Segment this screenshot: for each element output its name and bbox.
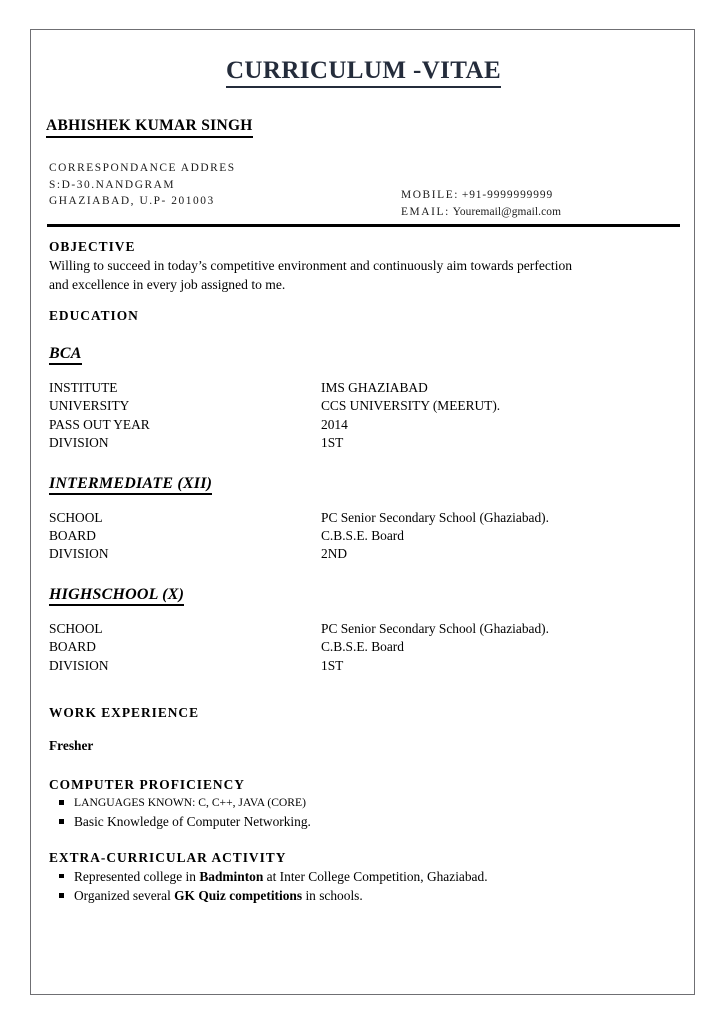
education-table-bca <box>49 379 681 453</box>
row-value: 2014 <box>321 416 348 432</box>
row-value: 2ND <box>321 546 348 562</box>
contact-block <box>46 160 681 222</box>
row-key: DIVISION <box>49 657 109 673</box>
table-row <box>49 657 681 675</box>
address-line-3: GHAZIABAD, U.P- 201003 <box>49 195 215 207</box>
row-key: BOARD <box>49 639 96 655</box>
objective-line-2: and excellence in every job assigned to me. <box>49 277 286 292</box>
section-heading-objective: OBJECTIVE <box>49 239 136 254</box>
list-item-emphasis: GK Quiz competitions <box>174 888 303 904</box>
education-entry-title: INTERMEDIATE (XII) <box>49 475 212 495</box>
row-value: PC Senior Secondary School (Ghaziabad). <box>321 509 549 525</box>
list-item <box>46 812 681 832</box>
row-value: C.B.S.E. Board <box>321 528 404 544</box>
objective-text <box>49 256 681 294</box>
list-item <box>46 867 681 887</box>
candidate-name: ABHISHEK KUMAR SINGH <box>46 117 253 138</box>
education-entry-title: HIGHSCHOOL (X) <box>49 586 184 606</box>
contact-details <box>401 187 561 220</box>
row-value: IMS GHAZIABAD <box>321 380 428 395</box>
table-row <box>49 545 681 563</box>
row-value: PC Senior Secondary School (Ghaziabad). <box>321 620 549 636</box>
page-title-text: CURRICULUM -VITAE <box>226 57 501 88</box>
list-item-post: at Inter College Competition, Ghaziabad. <box>263 868 488 884</box>
spacer <box>46 832 681 838</box>
row-value: 1ST <box>321 435 344 451</box>
candidate-name-row <box>46 87 681 138</box>
row-key: BOARD <box>49 528 96 544</box>
section-heading-computer-proficiency: COMPUTER PROFICIENCY <box>49 777 245 793</box>
education-table-highschool <box>49 620 681 675</box>
correspondence-address <box>49 160 236 210</box>
section-heading-work-experience: WORK EXPERIENCE <box>49 705 200 721</box>
section-heading-extra-curricular: EXTRA-CURRICULAR ACTIVITY <box>49 849 287 865</box>
address-line-2: S:D-30.NANDGRAM <box>49 178 176 191</box>
email-value: Youremail@gmail.com <box>452 205 562 218</box>
row-key: SCHOOL <box>49 509 103 525</box>
spacer <box>46 675 681 693</box>
table-row <box>49 638 681 656</box>
education-entry-bca <box>46 345 681 365</box>
mobile-row <box>401 187 561 204</box>
table-row <box>49 620 681 638</box>
page-title <box>46 57 681 87</box>
education-entry-highschool <box>46 586 681 606</box>
education-table-intermediate <box>49 509 681 564</box>
row-key: SCHOOL <box>49 620 103 636</box>
education-entry-title: BCA <box>49 345 82 365</box>
email-row <box>401 204 561 221</box>
list-item <box>46 886 681 906</box>
square-bullet-icon <box>59 893 64 898</box>
row-value: C.B.S.E. Board <box>321 639 404 655</box>
table-row <box>49 416 681 434</box>
row-key: UNIVERSITY <box>49 398 130 414</box>
header-divider <box>47 224 680 227</box>
row-key: DIVISION <box>49 546 109 562</box>
table-row <box>49 397 681 415</box>
resume-page <box>30 29 695 995</box>
list-item-pre: Organized several <box>74 888 175 904</box>
table-row <box>49 434 681 452</box>
list-item-label: LANGUAGES KNOWN: C, C++, JAVA (CORE) <box>74 796 306 810</box>
row-key: INSTITUTE <box>49 380 118 395</box>
row-key: DIVISION <box>49 435 109 451</box>
table-row <box>49 527 681 545</box>
row-value: CCS UNIVERSITY (MEERUT). <box>321 398 501 414</box>
row-key: PASS OUT YEAR <box>49 416 150 432</box>
email-label: EMAIL: <box>401 205 450 218</box>
square-bullet-icon <box>59 874 64 879</box>
square-bullet-icon <box>59 800 64 805</box>
list-item-post: in schools. <box>302 888 363 904</box>
mobile-value: +91-9999999999 <box>461 189 554 201</box>
table-row <box>49 509 681 527</box>
spacer <box>46 754 681 765</box>
list-item-emphasis: Badminton <box>199 868 264 884</box>
education-entry-intermediate <box>46 475 681 495</box>
resume-content <box>46 30 681 994</box>
list-item-pre: Represented college in <box>74 868 200 884</box>
objective-line-1: Willing to succeed in today’s competitive environment and continuously aim towards perfection <box>49 258 573 273</box>
square-bullet-icon <box>59 819 64 824</box>
list-item <box>46 794 681 812</box>
section-heading-education: EDUCATION <box>49 308 139 323</box>
computer-proficiency-list <box>46 794 681 832</box>
list-item-label: Basic Knowledge of Computer Networking. <box>74 814 311 830</box>
table-row <box>49 379 681 397</box>
address-line-1: CORRESPONDANCE ADDRES <box>49 162 236 174</box>
row-value: 1ST <box>321 657 344 673</box>
mobile-label: MOBILE: <box>401 189 460 201</box>
extra-curricular-list <box>46 867 681 906</box>
work-experience-value: Fresher <box>49 738 94 754</box>
